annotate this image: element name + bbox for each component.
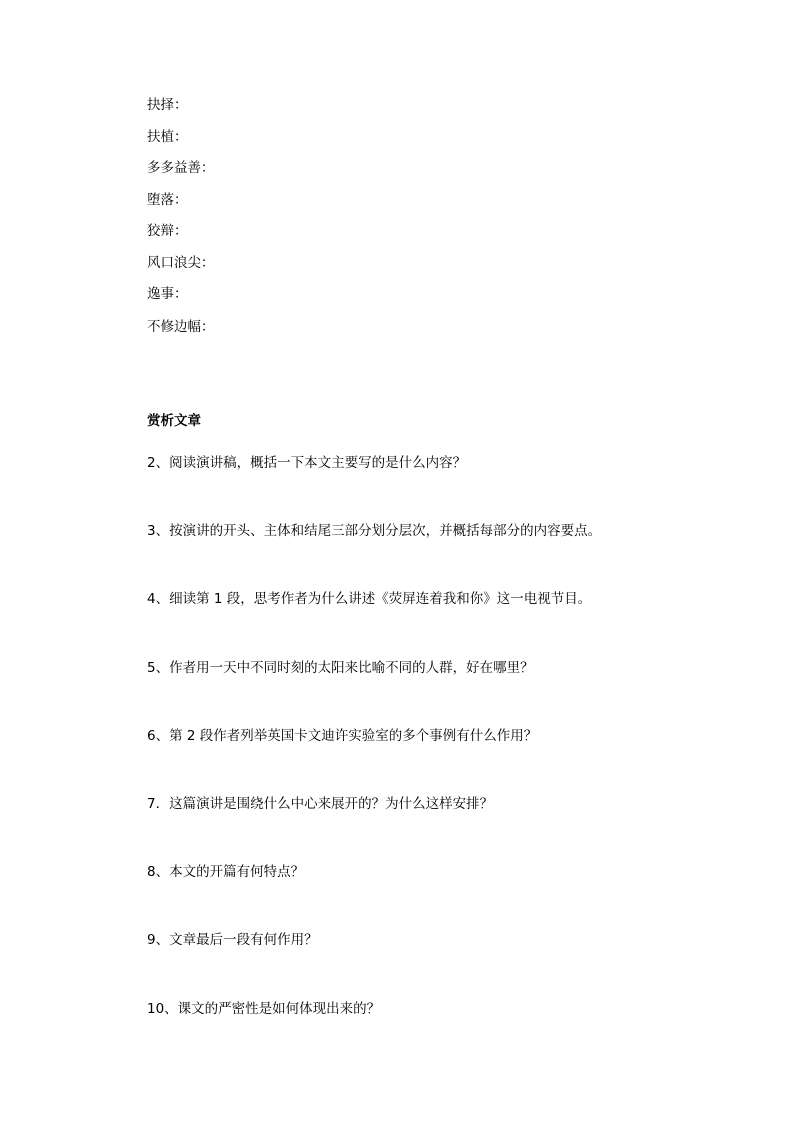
- vocab-item: 风口浪尖：: [147, 255, 215, 271]
- question-item: 7．这篇演讲是围绕什么中心来展开的？为什么这样安排？: [147, 796, 494, 812]
- vocab-item: 逸事：: [147, 286, 188, 302]
- vocab-item: 多多益善：: [147, 160, 215, 176]
- question-item: 10、课文的严密性是如何体现出来的？: [147, 1001, 381, 1017]
- question-item: 3、按演讲的开头、主体和结尾三部分划分层次，并概括每部分的内容要点。: [147, 523, 602, 539]
- vocab-item: 堕落：: [147, 192, 188, 208]
- question-item: 4、细读第 1 段，思考作者为什么讲述《荧屏连着我和你》这一电视节目。: [147, 591, 592, 607]
- section-heading: 赏析文章: [147, 413, 201, 429]
- vocab-item: 扶植：: [147, 129, 188, 145]
- question-item: 8、本文的开篇有何特点？: [147, 864, 305, 880]
- vocab-item: 不修边幅：: [147, 319, 215, 335]
- vocab-item: 狡辩：: [147, 223, 188, 239]
- question-item: 2、阅读演讲稿，概括一下本文主要写的是什么内容？: [147, 455, 467, 471]
- question-item: 5、作者用一天中不同时刻的太阳来比喻不同的人群，好在哪里？: [147, 660, 534, 676]
- vocab-item: 抉择：: [147, 97, 188, 113]
- question-item: 6、第 2 段作者列举英国卡文迪许实验室的多个事例有什么作用？: [147, 728, 538, 744]
- question-item: 9、文章最后一段有何作用？: [147, 932, 318, 948]
